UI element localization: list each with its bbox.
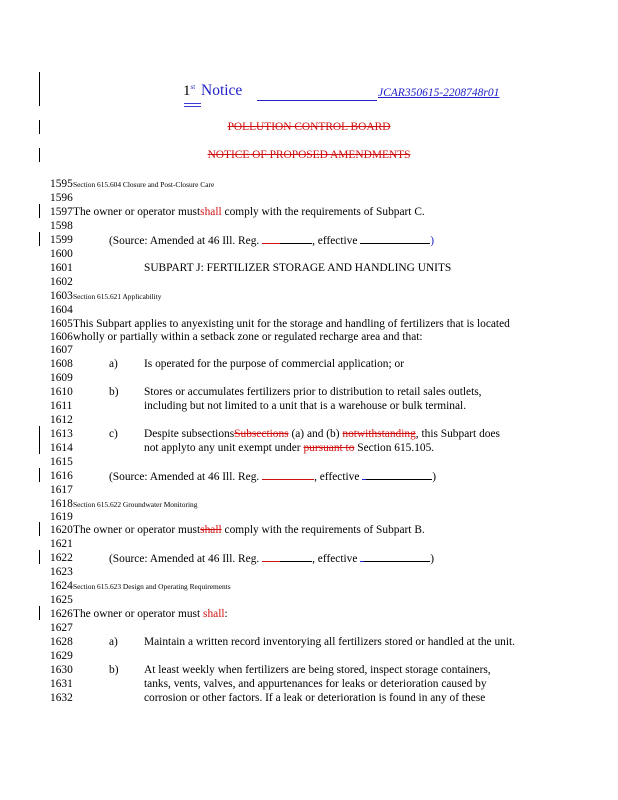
page-header (0, 80, 618, 110)
section-heading: Section 615.604 Closure and Post-Closure Care (73, 180, 215, 189)
header-underline (184, 103, 201, 104)
change-bar (39, 468, 40, 482)
line-number: 1631 (50, 678, 73, 690)
line-number: 1605 (50, 318, 73, 330)
text-line: This Subpart applies to anyexisting unit for the storage and handling of fertilizers that is located (73, 318, 510, 330)
text-line: Is operated for the purpose of commercial application; or (144, 358, 404, 370)
text-line: Despite subsectionsSubsections (a) and (b) notwithstanding, this Subpart does (144, 428, 500, 440)
notice-title: Notice (201, 82, 243, 99)
section-heading: Section 615.623 Design and Operating Requirements (73, 582, 231, 591)
change-bar (39, 522, 40, 536)
line-number: 1614 (50, 442, 73, 454)
item-label: a) (109, 358, 118, 370)
item-label: c) (109, 428, 118, 440)
line-number: 1625 (50, 594, 73, 606)
line-number: 1623 (50, 566, 73, 578)
line-number: 1622 (50, 552, 73, 564)
line-number: 1628 (50, 636, 73, 648)
text-line: including but not limited to a unit that is a warehouse or bulk terminal. (144, 400, 467, 412)
line-number: 1624 (50, 580, 73, 592)
section-heading: Section 615.621 Applicability (73, 292, 162, 301)
source-note: (Source: Amended at 46 Ill. Reg. , effective ) (109, 235, 435, 247)
text-line: not applyto any unit exempt under pursuant to Section 615.105. (144, 442, 435, 454)
line-number: 1595 (50, 178, 73, 190)
line-number: 1620 (50, 524, 73, 536)
line-number: 1603 (50, 290, 73, 302)
line-number: 1597 (50, 206, 73, 218)
subpart-heading: SUBPART J: FERTILIZER STORAGE AND HANDLING UNITS (144, 262, 452, 274)
source-note: (Source: Amended at 46 Ill. Reg. , effective ) (109, 471, 437, 483)
line-number: 1629 (50, 650, 73, 662)
line-number: 1596 (50, 192, 73, 204)
text-line: corrosion or other factors. If a leak or deterioration is found in any of these (144, 692, 486, 704)
line-number: 1615 (50, 456, 73, 468)
line-number: 1610 (50, 386, 73, 398)
line-number: 1632 (50, 692, 73, 704)
board-title: POLLUTION CONTROL BOARD (227, 121, 391, 133)
line-number: 1621 (50, 538, 73, 550)
line-number: 1626 (50, 608, 73, 620)
line-number: 1609 (50, 372, 73, 384)
text-line: The owner or operator mustshall comply with the requirements of Subpart C. (73, 206, 425, 218)
line-number: 1599 (50, 234, 73, 246)
text-line: At least weekly when fertilizers are being stored, inspect storage containers, (144, 664, 491, 676)
section-heading: Section 615.622 Groundwater Monitoring (73, 500, 198, 509)
item-label: b) (109, 386, 119, 398)
line-number: 1630 (50, 664, 73, 676)
line-number: 1616 (50, 470, 73, 482)
line-number: 1611 (50, 400, 73, 412)
line-number: 1601 (50, 262, 73, 274)
text-line: Stores or accumulates fertilizers prior to distribution to retail sales outlets, (144, 386, 482, 398)
line-number: 1613 (50, 428, 73, 440)
line-number: 1618 (50, 498, 73, 510)
line-number: 1619 (50, 511, 73, 523)
item-label: b) (109, 664, 119, 676)
text-line: wholly or partially within a setback zone or regulated recharge area and that: (73, 331, 423, 343)
change-bar (39, 204, 40, 218)
line-number: 1608 (50, 358, 73, 370)
line-number: 1606 (50, 331, 73, 343)
line-number: 1612 (50, 414, 73, 426)
header-rule (257, 100, 377, 101)
source-note: (Source: Amended at 46 Ill. Reg. , effective ) (109, 553, 435, 565)
text-line: Maintain a written record inventorying all fertilizers stored or handled at the unit. (144, 636, 516, 648)
line-number: 1607 (50, 344, 73, 356)
line-number: 1600 (50, 248, 73, 260)
line-number: 1617 (50, 484, 73, 496)
change-bar (39, 606, 40, 620)
text-line: The owner or operator must shall: (73, 608, 228, 620)
document-id: JCAR350615-2208748r01 (378, 87, 500, 99)
header-underline (184, 106, 201, 107)
line-number: 1604 (50, 304, 73, 316)
notice-subtitle: NOTICE OF PROPOSED AMENDMENTS (207, 149, 411, 161)
page-number: 1st (183, 83, 196, 99)
change-bar (39, 550, 40, 564)
change-bar (39, 232, 40, 246)
text-line: The owner or operator mustshall comply with the requirements of Subpart B. (73, 524, 425, 536)
text-line: tanks, vents, valves, and appurtenances for leaks or deterioration caused by (144, 678, 487, 690)
item-label: a) (109, 636, 118, 648)
line-number: 1627 (50, 622, 73, 634)
line-number: 1602 (50, 276, 73, 288)
line-number: 1598 (50, 220, 73, 232)
change-bar (39, 426, 40, 454)
